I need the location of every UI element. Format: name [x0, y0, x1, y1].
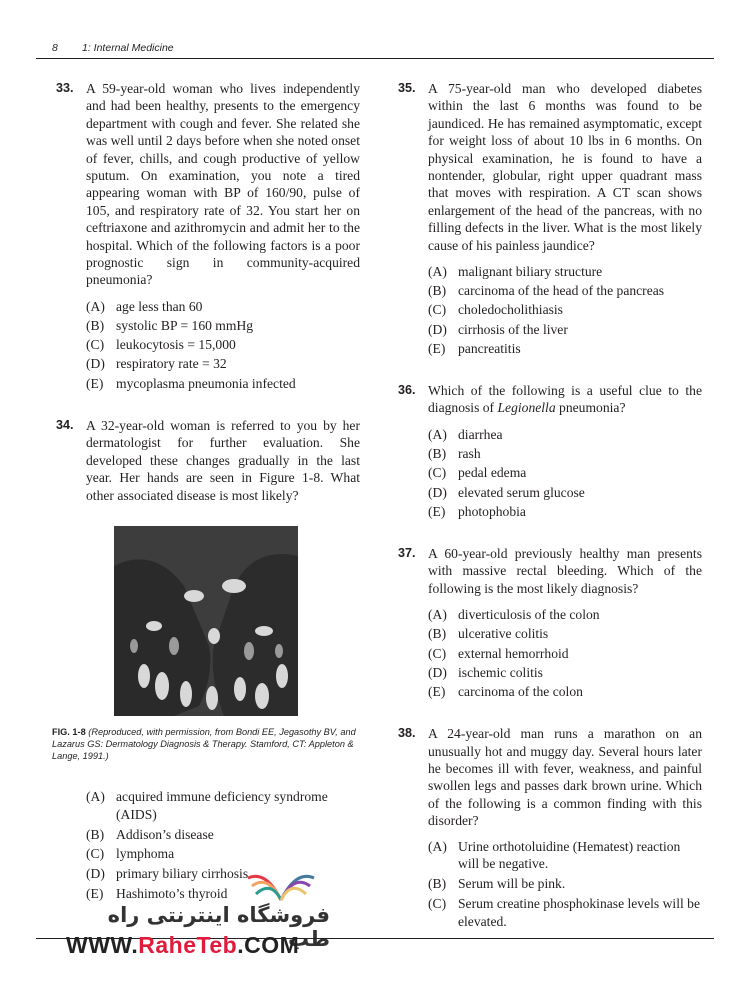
option	[86, 788, 360, 824]
option-text: diverticulosis of the colon	[458, 607, 600, 623]
option-text: lymphoma	[116, 846, 175, 862]
option-letter: (D)	[428, 321, 447, 337]
option	[428, 320, 702, 339]
option	[428, 663, 702, 682]
option-letter: (B)	[428, 283, 447, 299]
question-number: 36.	[398, 383, 416, 398]
option	[428, 502, 702, 521]
header-rule	[36, 58, 714, 59]
option-letter: (C)	[428, 465, 447, 481]
option	[428, 644, 702, 663]
option	[86, 316, 360, 335]
option-text: pancreatitis	[458, 340, 521, 356]
question-number: 34.	[56, 417, 74, 432]
option	[86, 826, 360, 844]
option-list	[86, 788, 360, 903]
option	[428, 605, 702, 624]
option	[86, 845, 360, 863]
question-33	[56, 80, 360, 393]
stem-text: Which of the following is a useful clue to the diagnosis of	[428, 383, 702, 416]
option-letter: (D)	[428, 484, 447, 500]
option-letter: (C)	[428, 302, 447, 318]
chapter-title: 1: Internal Medicine	[82, 42, 174, 54]
option-text: ulcerative colitis	[458, 626, 549, 642]
option	[428, 682, 702, 701]
stem-text: pneumonia?	[555, 400, 626, 416]
question-stem: A 59-year-old woman who lives independently and had been healthy, presents to the emergency department with cough and fever. She related she was well until 2 days before when she noted onset of fever, chills, and cough productive of yellow sputum. On examination, you note a tired appearing woman with BP of 160/90, pulse of 105, and respiratory rate of 32. You start her on ceftriaxone and azithromycin and admit her to the hospital. Which of the following factors is a poor prognostic sign in community-acquired pneumonia?	[86, 81, 360, 288]
stem-italic: Legionella	[497, 400, 556, 416]
option-letter: (A)	[428, 607, 447, 623]
option-letter: (D)	[428, 664, 447, 680]
option	[428, 281, 702, 300]
option-letter: (E)	[428, 503, 446, 519]
option-letter: (A)	[86, 788, 105, 804]
question-number: 35.	[398, 81, 416, 95]
watermark-persian: فروشگاه اینترنتی راه طب	[107, 903, 330, 951]
question-number: 37.	[398, 545, 416, 560]
option-list	[86, 297, 360, 393]
option-list	[428, 425, 702, 521]
question-number: 33.	[56, 81, 74, 95]
option-text: Serum creatine phosphokinase levels will be elevated.	[458, 895, 700, 929]
option-letter: (A)	[428, 264, 447, 280]
option-letter: (D)	[86, 866, 105, 882]
option	[86, 354, 360, 373]
figure-label: FIG. 1-8	[52, 726, 86, 737]
option-text: rash	[458, 446, 481, 462]
question-stem: A 75-year-old man who developed diabetes within the last 6 months was found to be jaundiced. He has remained asymptomatic, except for weight loss of about 10 lbs in 6 months. On physical examination, he is found to have a nontender, globular, right upper quadrant mass that moves with respiration. A CT scan shows enlargement of the head of the pancreas, with no filling defects in the liver. What is the most likely cause of his painless jaundice?	[428, 81, 702, 253]
option-letter: (E)	[86, 375, 104, 391]
option-letter: (E)	[86, 885, 104, 901]
option-letter: (B)	[86, 318, 105, 334]
option-text: carcinoma of the head of the pancreas	[458, 283, 665, 299]
option-text: mycoplasma pneumonia infected	[116, 375, 296, 391]
option-text: pedal edema	[458, 465, 527, 481]
option-text: cirrhosis of the liver	[458, 321, 568, 337]
option-letter: (A)	[86, 298, 105, 314]
option	[428, 463, 702, 482]
option-letter: (B)	[428, 876, 447, 892]
option-letter: (C)	[428, 645, 447, 661]
option-text: ischemic colitis	[458, 664, 543, 680]
option-list	[428, 262, 702, 358]
url-brand: RaheTeb	[138, 932, 238, 958]
option-text: leukocytosis = 15,000	[116, 337, 236, 353]
option-text: Hashimoto’s thyroid	[116, 885, 228, 901]
question-stem	[428, 382, 702, 417]
option-text: carcinoma of the colon	[458, 683, 583, 699]
option	[428, 425, 702, 444]
option-letter: (B)	[86, 826, 105, 842]
figure-caption	[52, 726, 358, 762]
right-column	[398, 80, 702, 955]
option-text: respiratory rate = 32	[116, 356, 227, 372]
option	[86, 335, 360, 354]
url-prefix: WWW.	[66, 932, 139, 958]
question-36	[398, 382, 702, 521]
option	[86, 374, 360, 393]
option-letter: (E)	[428, 683, 446, 699]
option	[86, 297, 360, 316]
option	[428, 339, 702, 358]
option-list	[428, 605, 702, 701]
question-34	[52, 417, 360, 903]
option-letter: (B)	[428, 626, 447, 642]
option-text: primary biliary cirrhosis	[116, 866, 249, 882]
option	[428, 262, 702, 281]
url-suffix: .COM	[237, 932, 300, 958]
option-text: age less than 60	[116, 298, 203, 314]
option	[428, 483, 702, 502]
option-text: choledocholithiasis	[458, 302, 563, 318]
option	[428, 300, 702, 319]
option-text: Addison’s disease	[116, 826, 214, 842]
option-text: diarrhea	[458, 426, 503, 442]
question-37	[398, 545, 702, 701]
option-letter: (C)	[428, 895, 447, 911]
option-letter: (C)	[86, 337, 105, 353]
question-38	[398, 725, 702, 930]
option-text: Urine orthotoluidine (Hematest) reaction will be negative.	[458, 838, 681, 872]
option-list	[428, 838, 702, 931]
watermark-url	[66, 932, 299, 959]
figure-hands-photo	[114, 526, 298, 716]
option	[428, 838, 702, 874]
option-letter: (A)	[428, 426, 447, 442]
option-text: malignant biliary structure	[458, 264, 603, 280]
option	[428, 444, 702, 463]
option-letter: (C)	[86, 846, 105, 862]
option-text: external hemorrhoid	[458, 645, 569, 661]
running-header	[52, 42, 174, 54]
left-column	[52, 80, 360, 927]
option-text: elevated serum glucose	[458, 484, 585, 500]
question-stem: A 60-year-old previously healthy man presents with massive rectal bleeding. Which of the following is the most likely diagnosis?	[428, 545, 702, 596]
option	[428, 895, 702, 931]
hands-vitiligo-image	[114, 526, 298, 716]
question-stem: A 32-year-old woman is referred to you by her dermatologist for further evaluation. She developed these changes gradually in the last year. Her hands are seen in Figure 1-8. What other associated disease is most likely?	[86, 417, 360, 503]
option-text: photophobia	[458, 503, 526, 519]
question-35	[398, 80, 702, 358]
option-text: systolic BP = 160 mmHg	[116, 318, 254, 334]
option-text: acquired immune deficiency syndrome (AIDS)	[116, 788, 328, 822]
question-stem: A 24-year-old man runs a marathon on an unusually hot and muggy day. Several hours later he becomes ill with fever, weakness, and painful swollen legs and passes dark brown urine. Which of the following is a common finding with this disorder?	[428, 726, 702, 829]
question-number: 38.	[398, 726, 416, 741]
option-letter: (E)	[428, 340, 446, 356]
figure-caption-text: (Reproduced, with permission, from Bondi EE, Jegasothy BV, and Lazarus GS: Dermatology Diagnosis & Therapy. Stamford, CT: Appleton & Lange, 1991.)	[52, 726, 356, 761]
option	[428, 624, 702, 643]
option-letter: (B)	[428, 446, 447, 462]
option	[428, 875, 702, 893]
option	[86, 885, 360, 903]
page-number: 8	[52, 42, 58, 54]
option-letter: (A)	[428, 838, 447, 854]
option	[86, 865, 360, 883]
option-text: Serum will be pink.	[458, 876, 566, 892]
option-letter: (D)	[86, 356, 105, 372]
